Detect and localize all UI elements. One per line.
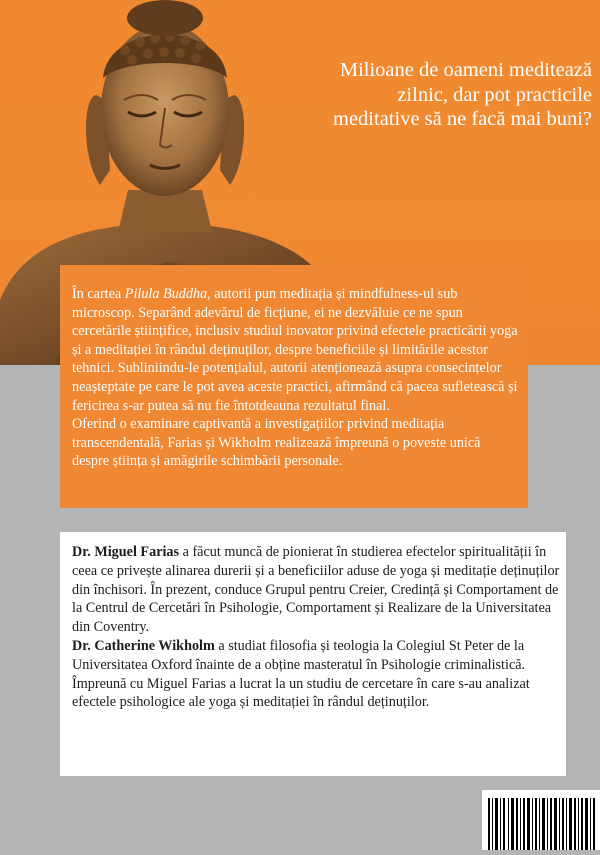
author-bio-text-farias: a făcut muncă de pionierat în studierea efectelor spiritualității în ceea ce privește alinarea durerii și a beneficiilor aduse de yoga și meditație deținuților din închisori. În prezent, conduce Grupul pentru Creier, Credință și Comportament de la Centrul de Cercetări în Psihologie, Comportament și Realizare de la Universitatea din Coventry. <box>72 544 560 636</box>
author-name-wikholm: Dr. Catherine Wikholm <box>72 637 215 654</box>
author-bio-farias <box>72 543 560 637</box>
description-intro: În cartea <box>72 286 125 302</box>
description-paragraph-2: Oferind o examinare captivantă a investigațiilor privind meditația transcendentală, Farias și Wikholm realizează împreună o poveste unică despre știința și amăgirile schimbării personale. <box>72 416 481 470</box>
description-paragraph-1 <box>72 285 518 415</box>
author-name-farias: Dr. Miguel Farias <box>72 544 180 560</box>
author-bio-wikholm <box>72 637 560 712</box>
author-bio-text-wikholm: a studiat filosofia și teologia la Colegiul St Peter de la Universitatea Oxford înainte de a obține masteratul în Psihologie criminalistică. Împreună cu Miguel Farias a lucrat la un studiu de cercetare în care s-au analizat efectele psihologice ale yoga și meditației în rândul deținuților. <box>72 637 530 711</box>
barcode-icon <box>482 790 600 850</box>
book-description-panel <box>60 265 528 508</box>
author-bios-panel <box>60 532 566 776</box>
description-body: , autorii pun meditația și mindfulness-ul sub microscop. Separând adevărul de ficțiune, ei ne dezvăluie ce ne spun cercetările științifice, inclusiv studiul inovator privind efectele practicării yoga și a meditației în rândul deținuților, despre beneficiile și limitările acestor tehnici. Subliniindu-le potențialul, autorii atenționează asupra consecințelor neașteptate pe care le pot avea aceste practici, afirmând că pacea sufletească și fericirea s-ar putea să nu fie întotdeauna rezultatul final. <box>72 286 518 414</box>
book-title: Pilula Buddha <box>124 286 208 302</box>
tagline-question: Milioane de oameni meditează zilnic, dar pot practicile meditative să ne facă mai buni? <box>333 59 592 130</box>
